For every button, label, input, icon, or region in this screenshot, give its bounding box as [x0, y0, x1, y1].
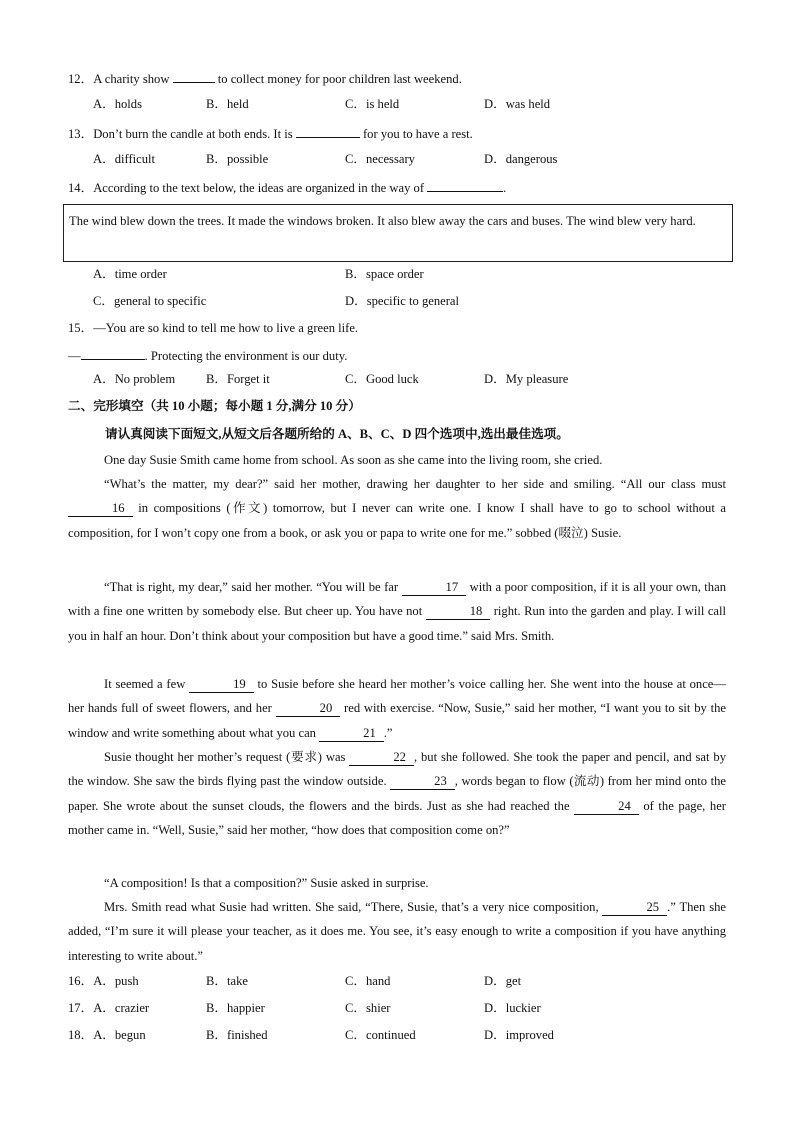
q17-option-b[interactable]: B．happier: [206, 1001, 265, 1015]
passage-p5-c: , words began to flow (流动) from her mind onto the paper. She wrote about the sunset clouds, the flowers and the birds. Just as she had reached the: [68, 774, 726, 813]
passage-paragraph-6: “A composition! Is that a composition?” Susie asked in surprise.: [104, 876, 429, 890]
passage-p7-b: .” Then she added, “I’m sure it will please your teacher, as it does me. You see, it’s easy enough to write a composition if you have anything interesting to write about.”: [68, 900, 726, 963]
blank-17[interactable]: 17: [402, 580, 467, 596]
q12-option-b[interactable]: B．held: [206, 97, 249, 111]
blank-20[interactable]: 20: [276, 701, 341, 717]
q14-box-text: The wind blew down the trees. It made the windows broken. It also blew away the cars and buses. The wind blew very hard.: [69, 214, 696, 228]
q12-stem-post: to collect money for poor children last weekend.: [217, 72, 462, 86]
blank-21[interactable]: 21: [319, 726, 384, 742]
passage-paragraph-2: [68, 472, 726, 545]
passage-paragraph-3: [68, 575, 726, 648]
question-15-line-2: [68, 345, 347, 365]
passage-p3-a: “That is right, my dear,” said her mother. “You will be far: [104, 580, 399, 594]
q15-option-c[interactable]: C．Good luck: [345, 372, 419, 386]
blank-16[interactable]: 16: [68, 501, 133, 517]
q14-stem-pre: 14．According to the text below, the ideas are organized in the way of: [68, 181, 425, 195]
blank-19[interactable]: 19: [189, 677, 254, 693]
q16-option-d[interactable]: D．get: [484, 974, 522, 988]
q12-option-d[interactable]: D．was held: [484, 97, 551, 111]
passage-p3-c: right. Run into the garden and play. I will call you in half an hour. Don’t think about your composition but have a good time.” said Mrs. Smith.: [68, 604, 727, 643]
q15-blank[interactable]: [81, 345, 145, 360]
passage-p7-a: Mrs. Smith read what Susie had written. She said, “There, Susie, that’s a very nice composition,: [104, 900, 599, 914]
question-13: [68, 123, 473, 143]
q17-option-c[interactable]: C．shier: [345, 1001, 391, 1015]
passage-p4-d: .”: [383, 725, 393, 740]
passage-paragraph-1: One day Susie Smith came home from school. As soon as she came into the living room, she cried.: [104, 453, 603, 467]
passage-p5-a: Susie thought her mother’s request (要求) was: [104, 750, 346, 764]
q13-option-b[interactable]: B．possible: [206, 152, 269, 166]
q14-option-d[interactable]: D．specific to general: [345, 294, 459, 308]
q15-option-a[interactable]: A．No problem: [93, 372, 176, 386]
passage-p4-b: to Susie before she heard her mother’s voice calling her. She went into the house at once—her hands full of sweet flowers, and her: [68, 677, 726, 716]
q12-stem-pre: 12．A charity show: [68, 72, 170, 86]
blank-22[interactable]: 22: [349, 750, 414, 766]
question-12: [68, 68, 462, 88]
q16-option-a[interactable]: 16．A．push: [68, 974, 139, 988]
q13-option-c[interactable]: C．necessary: [345, 152, 415, 166]
q12-blank[interactable]: [173, 68, 215, 83]
q16-option-b[interactable]: B．take: [206, 974, 248, 988]
passage-paragraph-4: [68, 672, 726, 745]
q14-text-box: [63, 204, 733, 262]
section-2-instruction: 请认真阅读下面短文,从短文后各题所给的 A、B、C、D 四个选项中,选出最佳选项。: [105, 427, 569, 441]
q18-option-a[interactable]: 18．A．begun: [68, 1028, 146, 1042]
q17-option-a[interactable]: 17．A．crazier: [68, 1001, 150, 1015]
q14-blank[interactable]: [427, 177, 503, 192]
passage-p2-b: in compositions (作文) tomorrow, but I never can write one. I know I shall have to go to school without a composition, for I won’t copy one from a book, or ask you or papa to write one for me.” sobbed (啜泣) Susie.: [68, 501, 727, 540]
passage-p5-d: of the page, her mother came in. “Well, Susie,” said her mother, “how does that composition come on?”: [68, 798, 726, 837]
blank-24[interactable]: 24: [574, 799, 639, 815]
question-15-line-1: 15．—You are so kind to tell me how to live a green life.: [68, 321, 359, 335]
q15-dash: —: [68, 349, 81, 363]
q14-stem-post: .: [503, 181, 507, 195]
q13-stem-pre: 13．Don’t burn the candle at both ends. It is: [68, 127, 293, 141]
blank-23[interactable]: 23: [390, 774, 455, 790]
q13-option-a[interactable]: A．difficult: [93, 152, 156, 166]
q15-option-d[interactable]: D．My pleasure: [484, 372, 569, 386]
q15-stem-post: . Protecting the environment is our duty.: [144, 349, 348, 363]
passage-p2-a: “What’s the matter, my dear?” said her mother, drawing her daughter to her side and smiling. “All our class must: [104, 477, 726, 491]
passage-p3-b: with a poor composition, if it is all your own, than with a fine one written by somebody else. But cheer up. You have not: [68, 580, 726, 619]
passage-paragraph-5: [68, 745, 726, 842]
blank-18[interactable]: 18: [426, 604, 491, 620]
q13-stem-post: for you to have a rest.: [362, 127, 473, 141]
section-2-title: 二、完形填空（共 10 小题；每小题 1 分,满分 10 分）: [68, 399, 361, 413]
passage-paragraph-7: [68, 895, 726, 968]
q17-option-d[interactable]: D．luckier: [484, 1001, 541, 1015]
q14-option-a[interactable]: A．time order: [93, 267, 167, 281]
blank-25[interactable]: 25: [602, 900, 667, 916]
question-14: [68, 177, 506, 197]
q15-option-b[interactable]: B．Forget it: [206, 372, 270, 386]
q14-option-b[interactable]: B．space order: [345, 267, 424, 281]
q16-option-c[interactable]: C．hand: [345, 974, 391, 988]
q12-option-c[interactable]: C．is held: [345, 97, 400, 111]
q14-option-c[interactable]: C．general to specific: [93, 294, 207, 308]
q18-option-c[interactable]: C．continued: [345, 1028, 416, 1042]
q18-option-b[interactable]: B．finished: [206, 1028, 268, 1042]
passage-p5-b: , but she followed. She took the paper and pencil, and sat by the window. She saw the birds flying past the window outside.: [68, 750, 727, 789]
q18-option-d[interactable]: D．improved: [484, 1028, 554, 1042]
passage-p4-c: red with exercise. “Now, Susie,” said her mother, “I want you to sit by the window and write something about what you can: [68, 701, 726, 740]
q12-option-a[interactable]: A．holds: [93, 97, 142, 111]
q13-blank[interactable]: [296, 123, 360, 138]
passage-p4-a: It seemed a few: [104, 677, 186, 691]
q13-option-d[interactable]: D．dangerous: [484, 152, 558, 166]
